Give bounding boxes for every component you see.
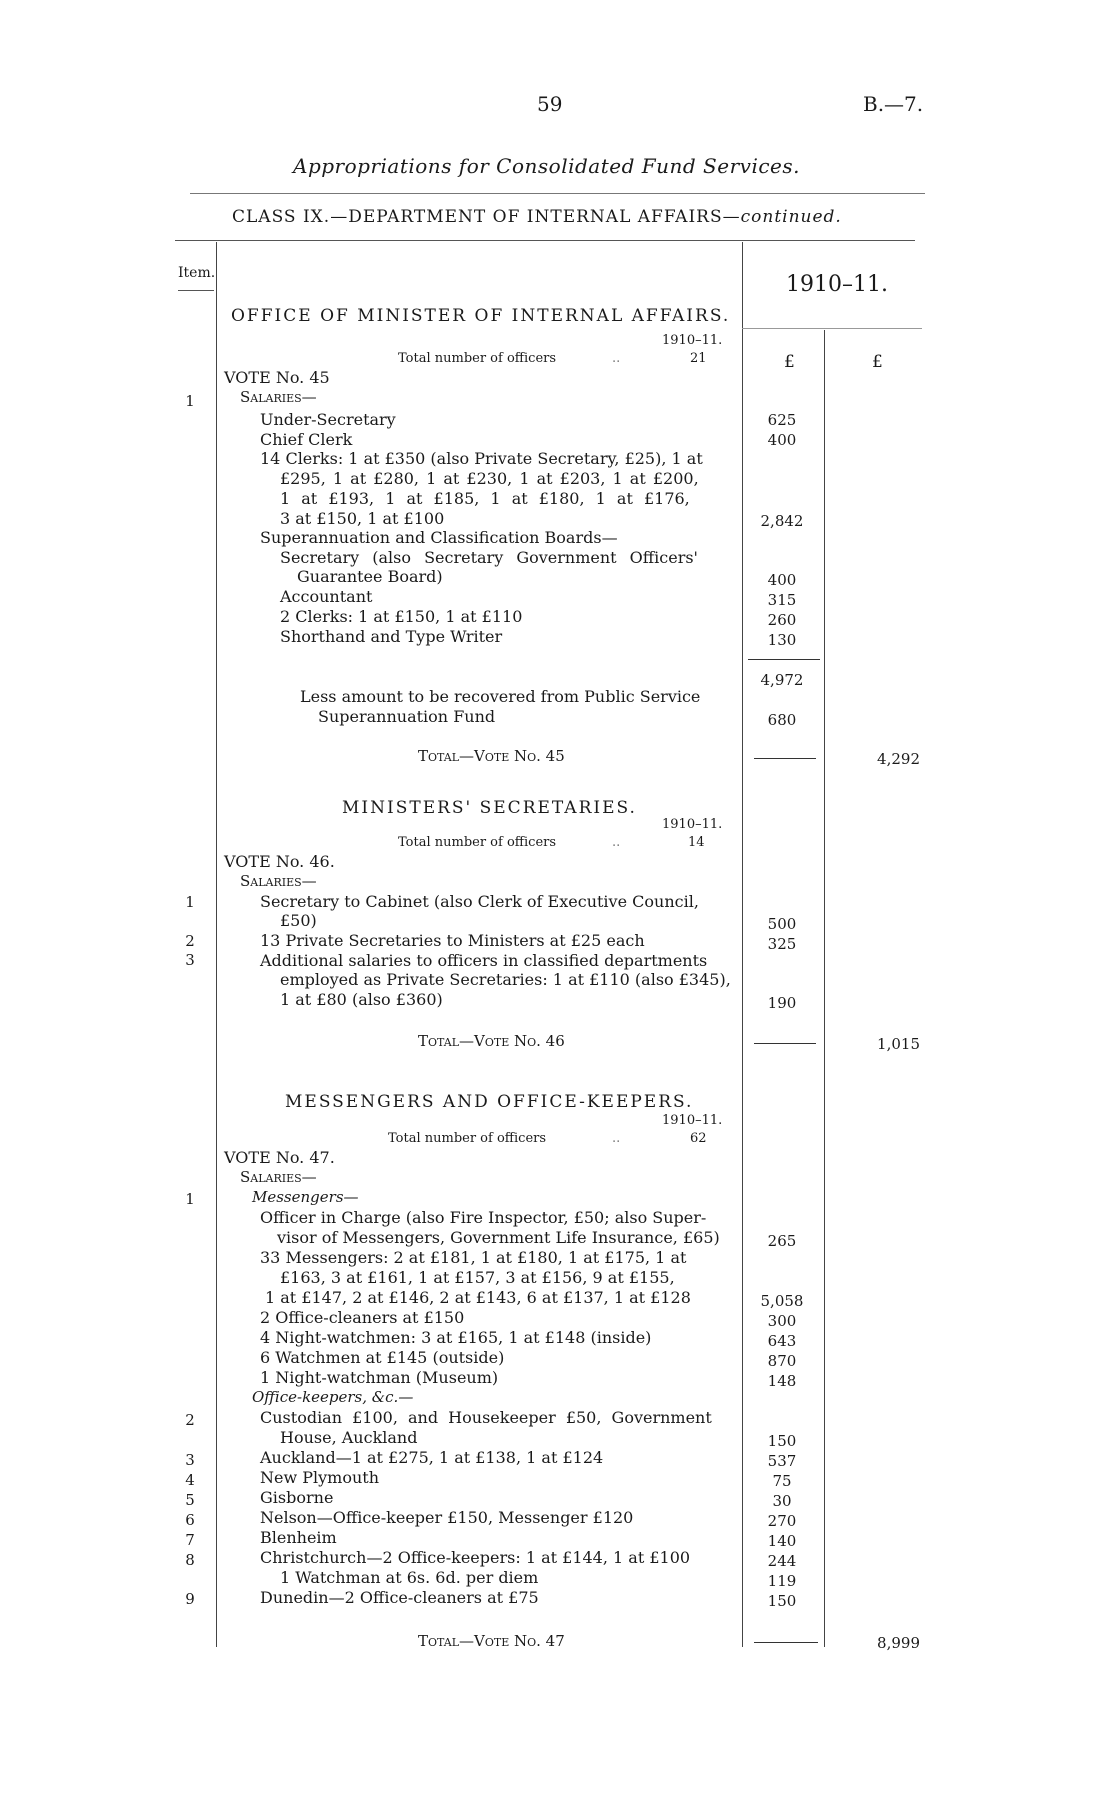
amount-column-rule-right [824,330,825,1647]
salaries-label-vote46: Salaries— [240,872,317,890]
amount-auckland: 537 [767,1452,797,1470]
salaries-label-vote47: Salaries— [240,1168,317,1186]
item-column-rule [216,242,217,1647]
office-title-vote46: MINISTERS' SECRETARIES. [342,798,637,818]
messengers-heading: Messengers— [252,1188,359,1206]
amount-accountant: 315 [767,591,797,609]
line-officer-in-charge-2: visor of Messengers, Government Life Insurance, £65) [277,1228,720,1247]
page-subtitle: Appropriations for Consolidated Fund Services. [293,154,801,178]
total-rule-vote46 [754,1043,816,1044]
amount-private-secretaries: 325 [767,935,797,953]
amount-additional-salaries: 190 [767,994,797,1012]
amount-watchman-per-diem: 119 [767,1572,797,1590]
item-column-label: Item. [178,265,216,281]
officers-count-vote46: 14 [688,835,705,850]
line-secretary-cabinet-2: £50) [280,911,317,930]
salaries-label-vote45: Salaries— [240,388,317,406]
line-blenheim: Blenheim [260,1528,337,1547]
line-christchurch: Christchurch—2 Office-keepers: 1 at £144, 1 at £100 [260,1548,691,1567]
line-14-clerks-4: 3 at £150, 1 at £100 [280,509,445,528]
total-amount-vote46: 1,015 [877,1035,920,1053]
line-office-cleaners: 2 Office-cleaners at £150 [260,1308,465,1327]
line-under-secretary: Under-Secretary [260,410,396,429]
officers-dots-vote45: .. [612,351,621,366]
line-guarantee-board: Guarantee Board) [297,567,443,586]
line-dunedin: Dunedin—2 Office-cleaners at £75 [260,1588,539,1607]
amount-night-watchman-museum: 148 [767,1372,797,1390]
line-custodian-2: House, Auckland [280,1428,418,1447]
officers-year-vote46: 1910–11. [662,817,723,832]
amount-gisborne: 30 [772,1492,792,1510]
officers-year-vote45: 1910–11. [662,333,723,348]
amount-2-clerks: 260 [767,611,797,629]
officers-count-vote45: 21 [690,351,707,366]
pound-right-label: £ [872,352,883,372]
amount-chief-clerk: 400 [767,431,797,449]
report-reference: B.—7. [863,92,924,116]
line-33-messengers-3: 1 at £147, 2 at £146, 2 at £143, 6 at £137, 1 at £128 [265,1288,691,1307]
class-title-suffix: continued. [740,207,842,227]
class-title-rule [175,240,915,241]
header-rule [190,193,925,194]
line-accountant: Accountant [280,587,373,606]
line-custodian: Custodian £100, and Housekeeper £50, Government [260,1408,712,1427]
total-amount-vote45: 4,292 [877,750,920,768]
amount-14-clerks: 2,842 [760,512,804,530]
line-14-clerks-2: £295, 1 at £280, 1 at £230, 1 at £203, 1 at £200, [280,469,699,488]
vote-label-46: VOTE No. 46. [224,852,335,871]
amount-office-cleaners: 300 [767,1312,797,1330]
officers-label-vote46: Total number of officers [398,835,557,850]
item-number: 9 [185,1590,195,1608]
item-number: 2 [185,1411,195,1429]
line-officer-in-charge: Officer in Charge (also Fire Inspector, £50; also Super- [260,1208,707,1227]
line-chief-clerk: Chief Clerk [260,430,353,449]
line-additional-salaries-2: employed as Private Secretaries: 1 at £110 (also £345), [280,970,731,989]
line-secretary-cabinet: Secretary to Cabinet (also Clerk of Executive Council, [260,892,699,911]
line-night-watchmen: 4 Night-watchmen: 3 at £165, 1 at £148 (inside) [260,1328,652,1347]
amount-shorthand: 130 [767,631,797,649]
item-number: 1 [185,893,195,911]
line-nelson: Nelson—Office-keeper £150, Messenger £120 [260,1508,634,1527]
line-additional-salaries: Additional salaries to officers in classified departments [260,951,708,970]
office-title-vote47: MESSENGERS AND OFFICE-KEEPERS. [285,1092,694,1112]
vote-label-45: VOTE No. 45 [224,368,330,387]
amount-blenheim: 140 [767,1532,797,1550]
amount-nelson: 270 [767,1512,797,1530]
line-private-secretaries: 13 Private Secretaries to Ministers at £25 each [260,931,645,950]
item-label-underline [178,290,214,291]
year-underline [742,328,922,329]
line-33-messengers: 33 Messengers: 2 at £181, 1 at £180, 1 at £175, 1 at [260,1248,687,1267]
year-column-label: 1910–11. [786,272,888,297]
class-title-main: CLASS IX.—DEPARTMENT OF INTERNAL AFFAIRS— [232,207,741,227]
amount-new-plymouth: 75 [772,1472,792,1490]
line-gisborne: Gisborne [260,1488,334,1507]
line-2-clerks: 2 Clerks: 1 at £150, 1 at £110 [280,607,523,626]
line-shorthand: Shorthand and Type Writer [280,627,503,646]
line-watchman-per-diem: 1 Watchman at 6s. 6d. per diem [280,1568,539,1587]
total-rule-vote47 [754,1642,818,1643]
amount-officer-in-charge: 265 [767,1232,797,1250]
total-label-vote47: Total—Vote No. 47 [418,1632,565,1650]
line-secretary: Secretary (also Secretary Government Officers' [280,548,698,567]
line-additional-salaries-3: 1 at £80 (also £360) [280,990,443,1009]
item-number: 3 [185,1451,195,1469]
amount-secretary-cabinet: 500 [767,915,797,933]
line-new-plymouth: New Plymouth [260,1468,380,1487]
officers-count-vote47: 62 [690,1131,707,1146]
office-title-vote45: OFFICE OF MINISTER OF INTERNAL AFFAIRS. [231,306,731,326]
item-number: 3 [185,951,195,969]
total-amount-vote47: 8,999 [877,1634,920,1652]
vote-label-47: VOTE No. 47. [224,1148,335,1167]
line-14-clerks-3: 1 at £193, 1 at £185, 1 at £180, 1 at £176, [280,489,690,508]
amount-custodian: 150 [767,1432,797,1450]
class-title [232,207,842,227]
amount-dunedin: 150 [767,1592,797,1610]
less-line-1: Less amount to be recovered from Public Service [300,687,701,706]
amount-christchurch: 244 [767,1552,797,1570]
office-keepers-heading: Office-keepers, &c.— [252,1388,414,1406]
subtotal-rule-vote45 [748,659,820,660]
item-number: 2 [185,932,195,950]
total-label-vote45: Total—Vote No. 45 [418,747,565,765]
line-superannuation-boards: Superannuation and Classification Boards— [260,528,618,547]
pound-left-label: £ [784,352,795,372]
less-line-2: Superannuation Fund [318,707,496,726]
item-number: 6 [185,1511,195,1529]
item-number: 1 [185,392,195,410]
item-number: 7 [185,1531,195,1549]
line-auckland: Auckland—1 at £275, 1 at £138, 1 at £124 [260,1448,604,1467]
line-14-clerks: 14 Clerks: 1 at £350 (also Private Secretary, £25), 1 at [260,449,703,468]
item-number: 8 [185,1551,195,1569]
officers-dots-vote47: .. [612,1131,621,1146]
less-amount: 680 [767,711,797,729]
item-number: 1 [185,1190,195,1208]
subtotal-vote45: 4,972 [760,671,804,689]
amount-33-messengers: 5,058 [760,1292,804,1310]
officers-year-vote47: 1910–11. [662,1113,723,1128]
amount-watchmen-outside: 870 [767,1352,797,1370]
line-watchmen-outside: 6 Watchmen at £145 (outside) [260,1348,505,1367]
officers-dots-vote46: .. [612,835,621,850]
officers-label-vote47: Total number of officers [388,1131,547,1146]
total-label-vote46: Total—Vote No. 46 [418,1032,565,1050]
item-number: 4 [185,1471,195,1489]
amount-secretary: 400 [767,571,797,589]
item-number: 5 [185,1491,195,1509]
line-33-messengers-2: £163, 3 at £161, 1 at £157, 3 at £156, 9 at £155, [280,1268,675,1287]
amount-night-watchmen: 643 [767,1332,797,1350]
amount-under-secretary: 625 [767,411,797,429]
line-night-watchman-museum: 1 Night-watchman (Museum) [260,1368,499,1387]
page-number: 59 [537,92,563,116]
total-rule-vote45 [754,758,816,759]
officers-label-vote45: Total number of officers [398,351,557,366]
